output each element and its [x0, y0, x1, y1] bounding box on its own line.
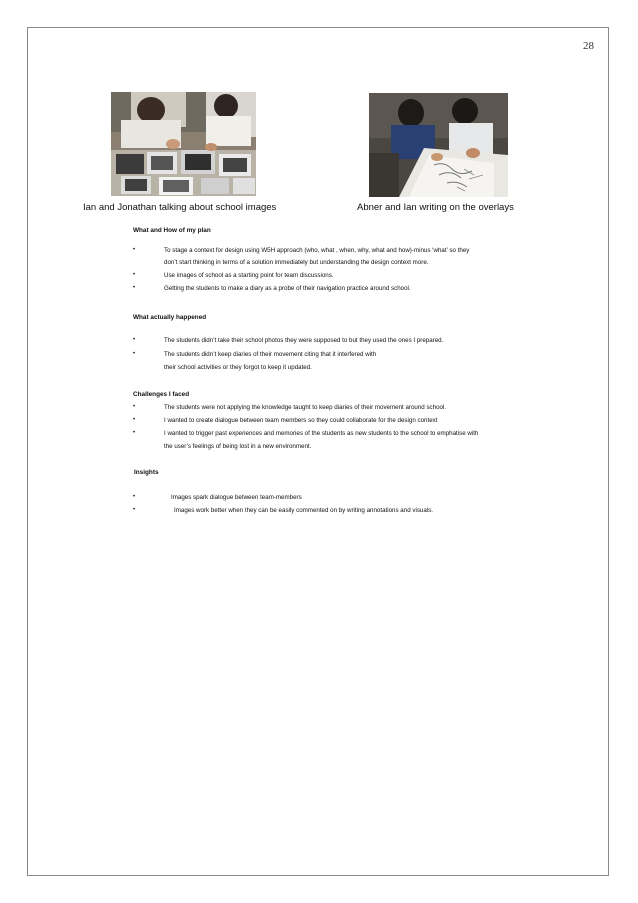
section-plan — [133, 226, 553, 293]
bullet: • — [133, 272, 136, 278]
list-item: • Use images of school as a starting point for team discussions. — [133, 272, 334, 279]
section-heading: Insights — [134, 469, 159, 476]
plan-list — [133, 246, 553, 293]
bullet: • — [133, 404, 136, 410]
section-heading: What actually happened — [133, 314, 207, 321]
section-heading: Challenges I faced — [133, 391, 190, 398]
list-item: • Images spark dialogue between team-members — [133, 494, 302, 501]
section-insights — [133, 468, 553, 515]
bullet: • — [133, 507, 136, 513]
list-item: • Images work better when they can be easily commented on by writing annotations and visuals. — [133, 507, 433, 514]
figure-caption-left: Ian and Jonathan talking about school images — [83, 202, 277, 213]
section-challenges — [133, 390, 553, 451]
section-what-happened — [133, 313, 553, 372]
happened-list — [133, 336, 553, 372]
bullet: • — [133, 337, 136, 343]
bullet: • — [133, 285, 136, 291]
list-item: • I wanted to create dialogue between team members so they could collaborate for the design context — [133, 417, 438, 424]
page-number: 28 — [583, 40, 594, 52]
figure-caption-right: Abner and Ian writing on the overlays — [357, 202, 514, 213]
list-item: • The students didn’t keep diaries of their movement citing that it interfered with their school activities or they forgot to keep it updated. — [133, 351, 377, 371]
list-item: • The students didn’t take their school photos they were supposed to but they used the ones I prepared. — [133, 337, 444, 344]
list-item: • I wanted to trigger past experiences and memories of the students as new students to the school to emphatise with the user’s feelings of being lost in a new environment. — [133, 430, 479, 450]
list-item: • Getting the students to make a diary as a probe of their navigation practice around school. — [133, 285, 411, 292]
list-item: • To stage a context for design using W5H approach (who, what , when, why, what and how)-minus ‘what’ so they don’t start thinking in terms of a solution immediately but understanding the design context more. — [133, 247, 470, 266]
bullet: • — [133, 351, 136, 357]
photo-students-with-images — [111, 92, 256, 196]
insights-list — [133, 493, 553, 515]
section-heading: What and How of my plan — [133, 227, 211, 234]
challenges-list — [133, 403, 553, 451]
bullet: • — [133, 247, 136, 253]
list-item: • The students were not applying the knowledge taught to keep diaries of their movement around school. — [133, 404, 447, 411]
photo-students-writing-overlays — [369, 93, 508, 197]
bullet: • — [133, 417, 136, 423]
bullet: • — [133, 494, 136, 500]
bullet: • — [133, 430, 136, 436]
